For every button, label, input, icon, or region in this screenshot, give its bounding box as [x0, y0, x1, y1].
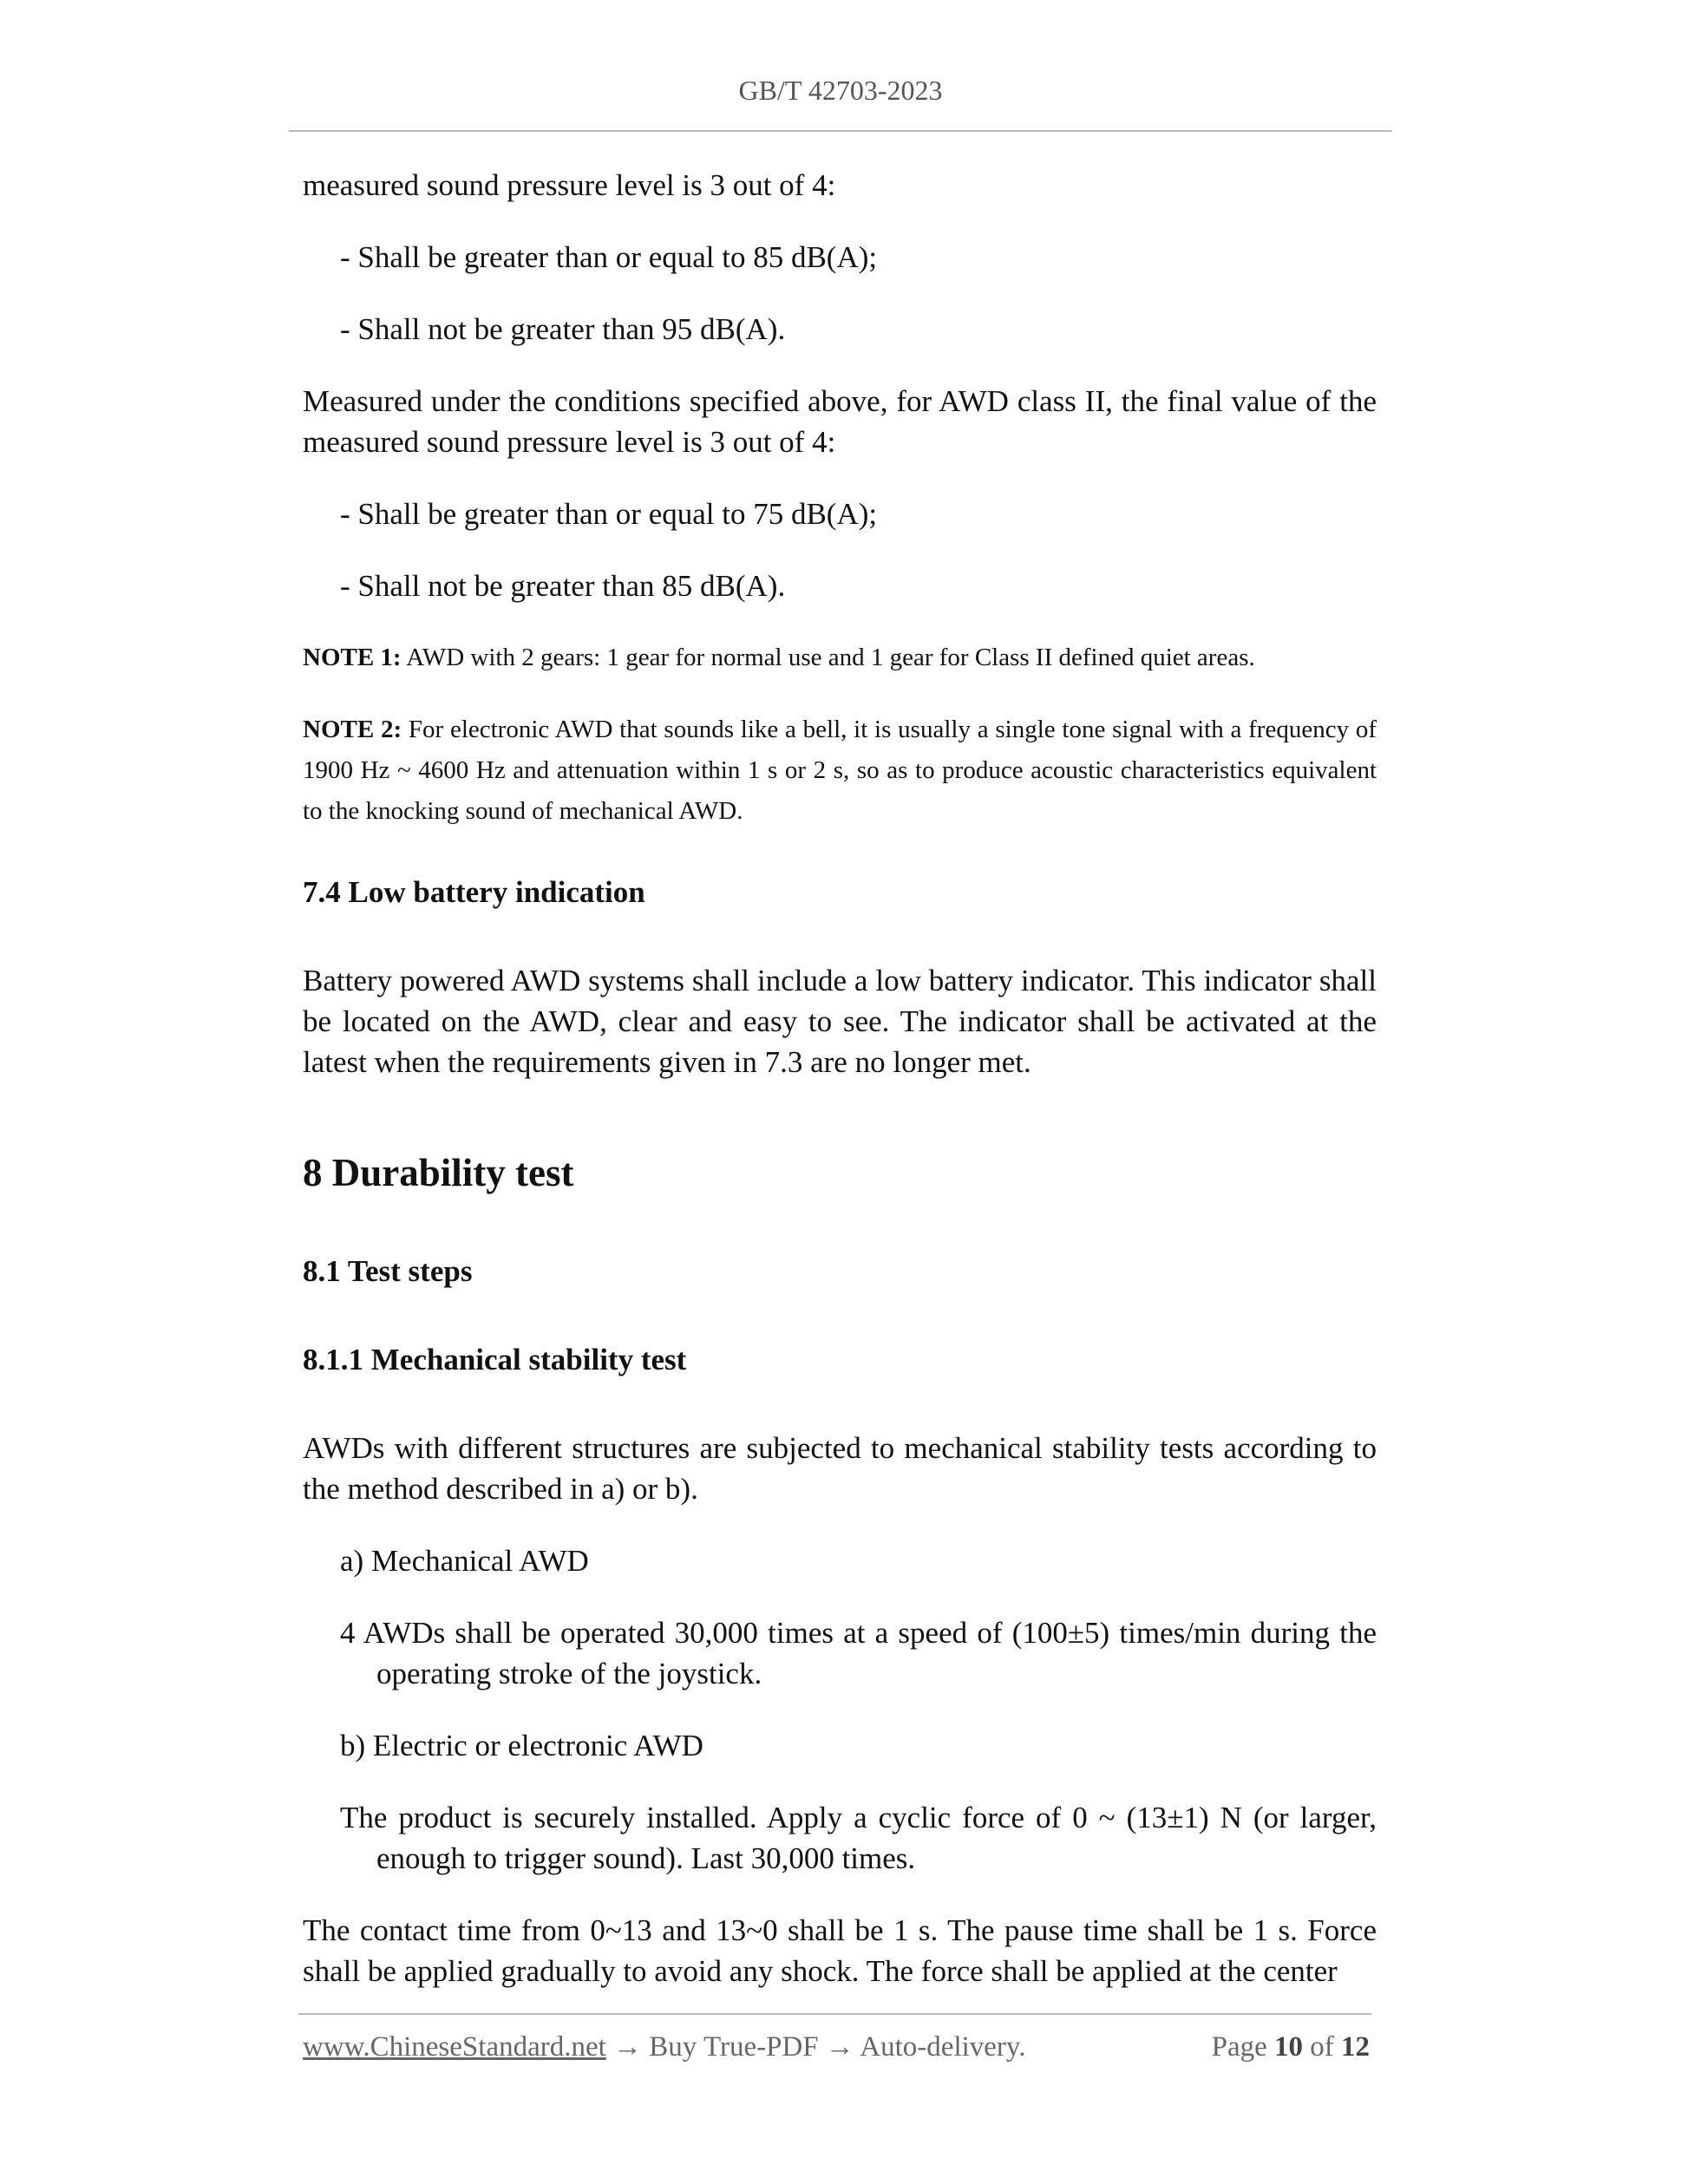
- paragraph-class-i-intro: measured sound pressure level is 3 out of 4:: [303, 168, 836, 202]
- header-divider: [289, 130, 1392, 132]
- page-body: [303, 165, 1377, 2023]
- list-item-b: b) Electric or electronic AWD: [340, 1729, 703, 1762]
- list-item-b-description: The product is securely installed. Apply a cyclic force of 0 ~ (13±1) N (or larger, enough to trigger sound). Last 30,000 times.: [340, 1801, 1377, 1875]
- website-link[interactable]: www.ChineseStandard.net: [303, 2031, 606, 2063]
- paragraph-contact-time: The contact time from 0~13 and 13~0 shall be 1 s. The pause time shall be 1 s. Force shall be applied gradually to avoid any shock. The force shall be applied at the center: [303, 1913, 1377, 1988]
- note-1-text: AWD with 2 gears: 1 gear for normal use and 1 gear for Class II defined quiet areas.: [401, 644, 1255, 671]
- page-footer: [303, 2031, 1370, 2070]
- list-item: - Shall be greater than or equal to 75 dB(A);: [340, 497, 878, 531]
- section-heading-8-1-1: 8.1.1 Mechanical stability test: [303, 1343, 687, 1376]
- section-heading-8: 8 Durability test: [303, 1151, 574, 1194]
- paragraph-class-ii-intro: Measured under the conditions specified above, for AWD class II, the final value of the measured sound pressure level is 3 out of 4:: [303, 384, 1377, 459]
- paragraph-low-battery: Battery powered AWD systems shall include a low battery indicator. This indicator shall be located on the AWD, clear and easy to see. The indicator shall be activated at the latest when the requirements given in 7.3 are no longer met.: [303, 964, 1377, 1079]
- paragraph-mechanical-stability: AWDs with different structures are subjected to mechanical stability tests according to the method described in a) or b).: [303, 1431, 1377, 1506]
- footer-divider: [298, 2013, 1371, 2015]
- footer-promo: [303, 2031, 1026, 2063]
- page-label: Page: [1211, 2031, 1267, 2063]
- note-2-text: For electronic AWD that sounds like a bell, it is usually a single tone signal with a frequency of 1900 Hz ~ 4600 Hz and attenuation within 1 s or 2 s, so as to produce acoustic characteristics equivalent to the knocking sound of mechanical AWD.: [303, 716, 1377, 825]
- list-item: - Shall be greater than or equal to 85 dB(A);: [340, 240, 878, 274]
- section-heading-8-1: 8.1 Test steps: [303, 1254, 473, 1288]
- note-2: [303, 709, 1377, 832]
- list-item: - Shall not be greater than 95 dB(A).: [340, 312, 786, 346]
- footer-promo-text: → Buy True-PDF → Auto-delivery.: [605, 2031, 1026, 2063]
- note-1-label: NOTE 1:: [303, 644, 402, 671]
- of-label: of: [1310, 2031, 1334, 2063]
- list-item-a-description: 4 AWDs shall be operated 30,000 times at a speed of (100±5) times/min during the operating stroke of the joystick.: [340, 1616, 1377, 1690]
- list-item-a: a) Mechanical AWD: [340, 1544, 589, 1578]
- page-header: GB/T 42703-2023: [738, 75, 943, 106]
- total-pages: 12: [1341, 2031, 1370, 2063]
- list-item: - Shall not be greater than 85 dB(A).: [340, 569, 786, 603]
- section-heading-7-4: 7.4 Low battery indication: [303, 875, 645, 909]
- note-2-label: NOTE 2:: [303, 716, 402, 743]
- current-page: 10: [1274, 2031, 1303, 2063]
- note-1: [303, 638, 1377, 678]
- page-number: [1212, 2031, 1370, 2063]
